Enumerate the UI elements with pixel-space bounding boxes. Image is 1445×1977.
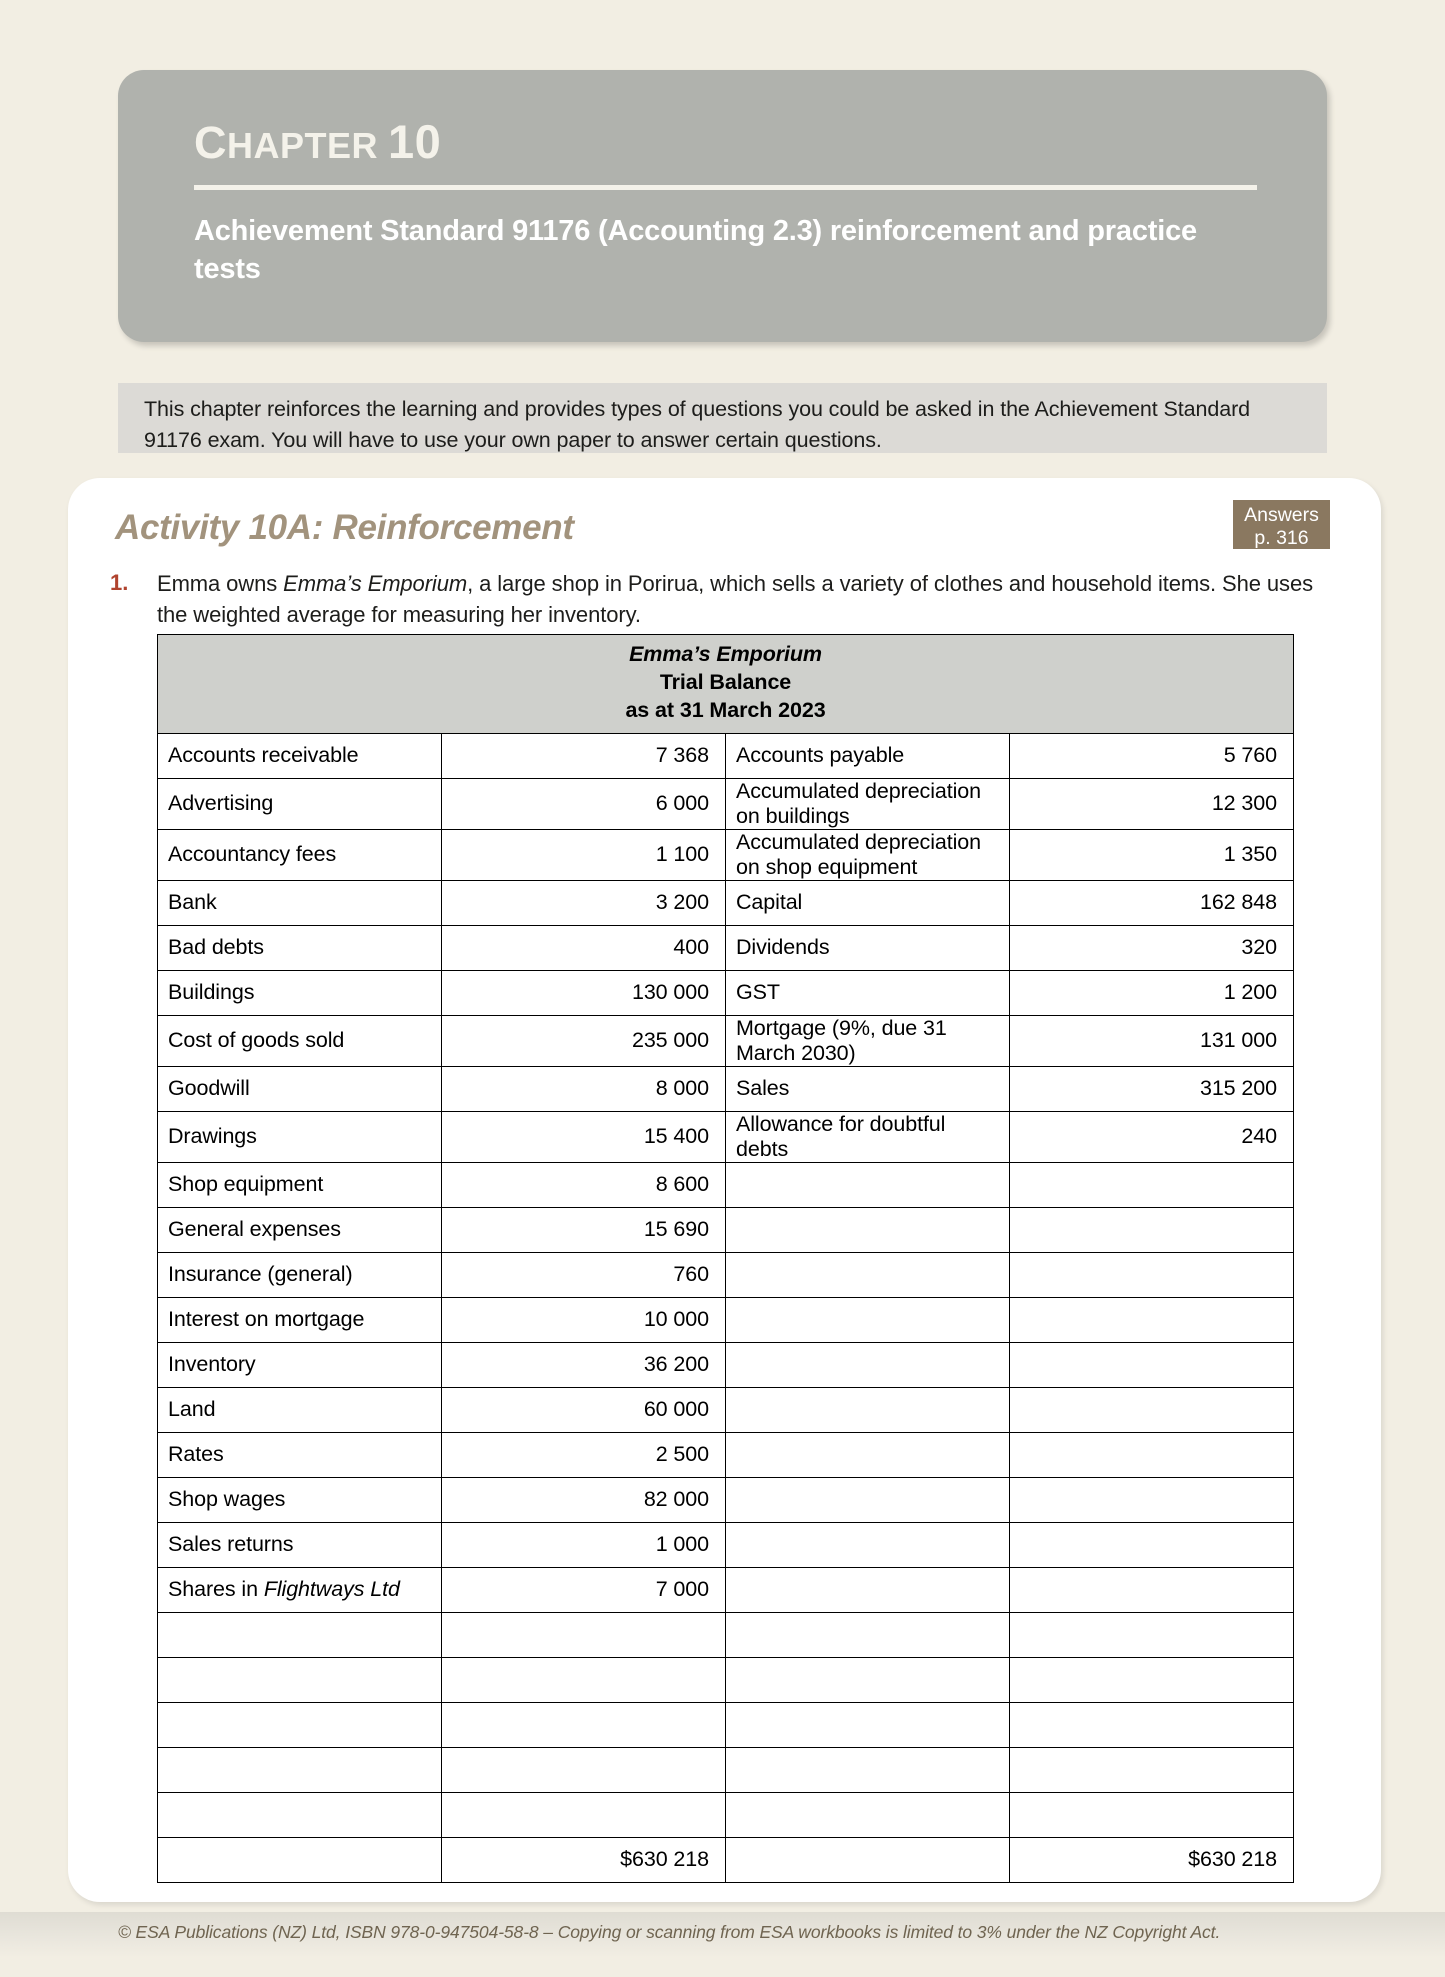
question-text-part2: , a large shop in Porirua, which sells a variety of clothes and household items. She uses the weighted average for measuring her inventory.	[157, 571, 1313, 628]
chapter-number: 10	[388, 115, 442, 168]
cell-right-label-18[interactable]	[726, 1567, 1010, 1612]
cell-left-amount-15[interactable]: 2 500	[442, 1432, 726, 1477]
table-row	[158, 1612, 1294, 1657]
cell-left-label-17[interactable]: Sales returns	[158, 1522, 442, 1567]
cell-right-label-11[interactable]	[726, 1252, 1010, 1297]
cell-right-label-9[interactable]	[726, 1162, 1010, 1207]
chapter-subtitle: Achievement Standard 91176 (Accounting 2.3) reinforcement and practice tests	[194, 215, 1197, 286]
cell-right-label-16[interactable]	[726, 1477, 1010, 1522]
table-row	[158, 925, 1294, 970]
cell-left-label-14[interactable]: Land	[158, 1387, 442, 1432]
table-title-date: as at 31 March 2023	[625, 697, 826, 722]
cell-left-amount-13[interactable]: 36 200	[442, 1342, 726, 1387]
cell-right-amount-14[interactable]	[1010, 1387, 1294, 1432]
cell-right-label-7[interactable]: Sales	[726, 1066, 1010, 1111]
cell-left-amount-0[interactable]: 7 368	[442, 733, 726, 778]
cell-right-amount-8[interactable]: 240	[1010, 1111, 1294, 1162]
cell-left-amount-16[interactable]: 82 000	[442, 1477, 726, 1522]
cell-right-label-2[interactable]: Accumulated depreciation on shop equipment	[726, 829, 1010, 880]
cell-right-amount-12[interactable]	[1010, 1297, 1294, 1342]
cell-left-amount-10[interactable]: 15 690	[442, 1207, 726, 1252]
cell-right-amount-1[interactable]: 12 300	[1010, 778, 1294, 829]
cell-right-amount-3[interactable]: 162 848	[1010, 880, 1294, 925]
cell-left-amount-23[interactable]	[442, 1792, 726, 1837]
table-cell-italic-term: Flightways Ltd	[263, 1577, 400, 1602]
cell-left-label-21[interactable]	[158, 1702, 442, 1747]
cell-right-amount-16[interactable]	[1010, 1477, 1294, 1522]
cell-right-label-14[interactable]	[726, 1387, 1010, 1432]
cell-right-label-4[interactable]: Dividends	[726, 925, 1010, 970]
table-row	[158, 1432, 1294, 1477]
cell-left-label-7[interactable]: Goodwill	[158, 1066, 442, 1111]
table-row	[158, 1387, 1294, 1432]
cell-left-label-4[interactable]: Bad debts	[158, 925, 442, 970]
table-row	[158, 880, 1294, 925]
cell-right-label-20[interactable]	[726, 1657, 1010, 1702]
table-row	[158, 1066, 1294, 1111]
cell-right-amount-4[interactable]: 320	[1010, 925, 1294, 970]
question-text-part1: Emma owns	[157, 571, 284, 596]
cell-left-amount-19[interactable]	[442, 1612, 726, 1657]
cell-total-left-amount[interactable]: $630 218	[442, 1837, 726, 1882]
cell-left-label-12[interactable]: Interest on mortgage	[158, 1297, 442, 1342]
table-row	[158, 1567, 1294, 1612]
cell-right-label-10[interactable]	[726, 1207, 1010, 1252]
chapter-intro-text: This chapter reinforces the learning and provides types of questions you could be asked in the Achievement Standard 91176 exam. You will have to use your own paper to answer certain questions.	[144, 397, 1250, 453]
cell-left-amount-9[interactable]: 8 600	[442, 1162, 726, 1207]
table-row	[158, 970, 1294, 1015]
cell-right-amount-2[interactable]: 1 350	[1010, 829, 1294, 880]
cell-right-label-22[interactable]	[726, 1747, 1010, 1792]
cell-left-label-5[interactable]: Buildings	[158, 970, 442, 1015]
cell-right-amount-11[interactable]	[1010, 1252, 1294, 1297]
table-row	[158, 1747, 1294, 1792]
cell-left-label-19[interactable]	[158, 1612, 442, 1657]
answers-badge[interactable]	[1233, 500, 1330, 549]
cell-right-label-5[interactable]: GST	[726, 970, 1010, 1015]
cell-right-label-6[interactable]: Mortgage (9%, due 31 March 2030)	[726, 1015, 1010, 1066]
table-row	[158, 733, 1294, 778]
cell-total-left-label[interactable]	[158, 1837, 442, 1882]
table-title-cell	[158, 635, 1294, 734]
cell-left-label-15[interactable]: Rates	[158, 1432, 442, 1477]
cell-left-amount-17[interactable]: 1 000	[442, 1522, 726, 1567]
cell-left-amount-20[interactable]	[442, 1657, 726, 1702]
cell-right-label-3[interactable]: Capital	[726, 880, 1010, 925]
chapter-divider	[194, 185, 1257, 190]
cell-left-amount-3[interactable]: 3 200	[442, 880, 726, 925]
table-row	[158, 1342, 1294, 1387]
chapter-banner	[118, 70, 1327, 342]
table-row	[158, 1297, 1294, 1342]
cell-right-amount-13[interactable]	[1010, 1342, 1294, 1387]
table-header-row	[158, 635, 1294, 734]
cell-right-amount-6[interactable]: 131 000	[1010, 1015, 1294, 1066]
table-row	[158, 1111, 1294, 1162]
table-row	[158, 1477, 1294, 1522]
cell-left-label-2[interactable]: Accountancy fees	[158, 829, 442, 880]
cell-left-amount-14[interactable]: 60 000	[442, 1387, 726, 1432]
cell-left-label-8[interactable]: Drawings	[158, 1111, 442, 1162]
cell-right-label-8[interactable]: Allowance for doubtful debts	[726, 1111, 1010, 1162]
cell-right-label-23[interactable]	[726, 1792, 1010, 1837]
cell-left-label-1[interactable]: Advertising	[158, 778, 442, 829]
table-row	[158, 1015, 1294, 1066]
cell-left-amount-2[interactable]: 1 100	[442, 829, 726, 880]
activity-heading: Activity 10A: Reinforcement	[115, 508, 574, 547]
cell-left-label-16[interactable]: Shop wages	[158, 1477, 442, 1522]
cell-right-label-1[interactable]: Accumulated depreciation on buildings	[726, 778, 1010, 829]
cell-right-amount-22[interactable]	[1010, 1747, 1294, 1792]
cell-right-amount-10[interactable]	[1010, 1207, 1294, 1252]
cell-right-label-17[interactable]	[726, 1522, 1010, 1567]
table-row	[158, 1252, 1294, 1297]
table-title-statement: Trial Balance	[659, 669, 792, 694]
cell-right-amount-19[interactable]	[1010, 1612, 1294, 1657]
table-row	[158, 1657, 1294, 1702]
cell-left-label-13[interactable]: Inventory	[158, 1342, 442, 1387]
cell-right-amount-5[interactable]: 1 200	[1010, 970, 1294, 1015]
cell-right-label-21[interactable]	[726, 1702, 1010, 1747]
trial-balance-table	[157, 634, 1294, 1883]
cell-left-amount-8[interactable]: 15 400	[442, 1111, 726, 1162]
chapter-label-rest: HAPTER	[227, 125, 379, 166]
cell-left-amount-12[interactable]: 10 000	[442, 1297, 726, 1342]
cell-left-amount-1[interactable]: 6 000	[442, 778, 726, 829]
cell-left-label-10[interactable]: General expenses	[158, 1207, 442, 1252]
question-number: 1.	[110, 570, 129, 595]
footer-copyright: © ESA Publications (NZ) Ltd, ISBN 978-0-947504-58-8 – Copying or scanning from ESA workbooks is limited to 3% under the NZ Copyright Act.	[118, 1922, 1221, 1942]
table-row	[158, 778, 1294, 829]
cell-right-amount-9[interactable]	[1010, 1162, 1294, 1207]
cell-total-right-amount[interactable]: $630 218	[1010, 1837, 1294, 1882]
cell-left-label-6[interactable]: Cost of goods sold	[158, 1015, 442, 1066]
cell-left-label-22[interactable]	[158, 1747, 442, 1792]
trial-balance-table-wrapper	[157, 634, 1294, 1883]
cell-left-amount-5[interactable]: 130 000	[442, 970, 726, 1015]
cell-left-label-11[interactable]: Insurance (general)	[158, 1252, 442, 1297]
cell-left-amount-7[interactable]: 8 000	[442, 1066, 726, 1111]
cell-right-amount-0[interactable]: 5 760	[1010, 733, 1294, 778]
cell-right-amount-18[interactable]	[1010, 1567, 1294, 1612]
cell-right-amount-15[interactable]	[1010, 1432, 1294, 1477]
cell-left-amount-21[interactable]	[442, 1702, 726, 1747]
cell-left-label-23[interactable]	[158, 1792, 442, 1837]
chapter-label-prefix: C	[194, 117, 227, 168]
cell-right-label-19[interactable]	[726, 1612, 1010, 1657]
cell-left-label-20[interactable]	[158, 1657, 442, 1702]
table-row	[158, 1792, 1294, 1837]
answers-badge-line2: p. 316	[1254, 526, 1309, 549]
chapter-title	[194, 115, 1255, 168]
cell-right-label-0[interactable]: Accounts payable	[726, 733, 1010, 778]
question-text	[157, 568, 1332, 630]
cell-left-amount-4[interactable]: 400	[442, 925, 726, 970]
question-business-name: Emma’s Emporium	[283, 571, 468, 596]
cell-left-amount-22[interactable]	[442, 1747, 726, 1792]
table-row	[158, 829, 1294, 880]
table-row	[158, 1702, 1294, 1747]
cell-left-amount-6[interactable]: 235 000	[442, 1015, 726, 1066]
cell-right-amount-17[interactable]	[1010, 1522, 1294, 1567]
cell-left-label-3[interactable]: Bank	[158, 880, 442, 925]
cell-right-amount-23[interactable]	[1010, 1792, 1294, 1837]
cell-total-right-label[interactable]	[726, 1837, 1010, 1882]
cell-left-label-9[interactable]: Shop equipment	[158, 1162, 442, 1207]
chapter-intro-box	[118, 383, 1327, 453]
cell-right-amount-7[interactable]: 315 200	[1010, 1066, 1294, 1111]
table-row	[158, 1207, 1294, 1252]
cell-right-label-15[interactable]	[726, 1432, 1010, 1477]
cell-right-label-13[interactable]	[726, 1342, 1010, 1387]
cell-right-amount-21[interactable]	[1010, 1702, 1294, 1747]
cell-left-amount-18[interactable]: 7 000	[442, 1567, 726, 1612]
table-total-row	[158, 1837, 1294, 1882]
table-title-business: Emma’s Emporium	[629, 642, 822, 666]
cell-right-amount-20[interactable]	[1010, 1657, 1294, 1702]
cell-right-label-12[interactable]	[726, 1297, 1010, 1342]
table-row	[158, 1522, 1294, 1567]
cell-left-amount-11[interactable]: 760	[442, 1252, 726, 1297]
answers-badge-line1: Answers	[1244, 504, 1319, 526]
cell-left-label-18[interactable]: Shares in Flightways Ltd	[158, 1567, 442, 1612]
table-row	[158, 1162, 1294, 1207]
cell-left-label-0[interactable]: Accounts receivable	[158, 733, 442, 778]
